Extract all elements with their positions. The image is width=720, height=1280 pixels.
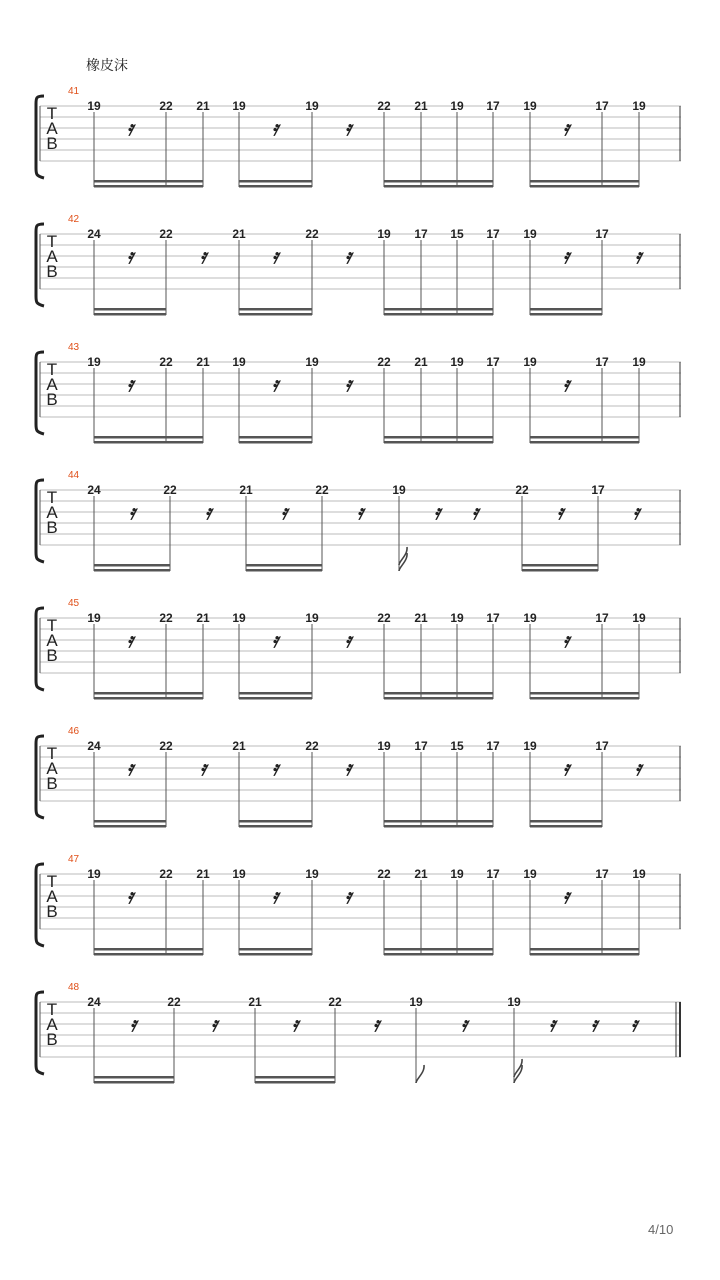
sixteenth-rest-icon: 𝄿: [126, 116, 134, 140]
sixteenth-rest-icon: 𝄿: [344, 756, 352, 780]
fret-number: 19: [523, 355, 537, 369]
beam: [530, 948, 639, 951]
beam: [94, 697, 203, 700]
fret-number: 19: [232, 355, 246, 369]
fret-number: 22: [315, 483, 329, 497]
tab-clef: [44, 106, 60, 151]
sixteenth-rest-icon: 𝄿: [126, 372, 134, 396]
beam: [239, 825, 312, 828]
tab-clef-letter: B: [46, 1030, 58, 1049]
fret-number: 22: [163, 483, 177, 497]
tab-clef-letter: A: [46, 503, 58, 522]
fret-number: 22: [328, 995, 342, 1009]
beam: [94, 948, 203, 951]
fret-number: 19: [87, 867, 101, 881]
staff-lines: [0, 484, 720, 584]
beam: [94, 436, 203, 439]
beam: [530, 953, 639, 956]
fret-number: 17: [414, 739, 428, 753]
beam: [94, 564, 170, 567]
page-number: 4/10: [648, 1222, 674, 1237]
fret-number: 19: [87, 611, 101, 625]
fret-number: 19: [450, 355, 464, 369]
fret-number: 19: [87, 355, 101, 369]
sixteenth-rest-icon: 𝄿: [344, 116, 352, 140]
fret-number: 19: [450, 99, 464, 113]
sixteenth-rest-icon: 𝄿: [562, 116, 570, 140]
sixteenth-rest-icon: 𝄿: [590, 1012, 598, 1036]
measure-number: 47: [68, 854, 80, 865]
fret-number: 22: [515, 483, 529, 497]
beam: [239, 185, 312, 188]
measure-number: 45: [68, 598, 80, 609]
beam: [94, 1081, 174, 1084]
fret-number: 24: [87, 227, 101, 241]
fret-number: 17: [595, 227, 609, 241]
sixteenth-rest-icon: 𝄿: [199, 244, 207, 268]
staff-lines: [0, 228, 720, 328]
sixteenth-rest-icon: 𝄿: [271, 116, 279, 140]
fret-number: 19: [377, 739, 391, 753]
tab-clef-letter: A: [46, 375, 58, 394]
tab-clef-letter: B: [46, 902, 58, 921]
fret-number: 17: [595, 611, 609, 625]
tab-system: [0, 470, 720, 584]
tab-clef: [44, 362, 60, 407]
fret-number: 17: [595, 739, 609, 753]
fret-number: 21: [196, 99, 210, 113]
sixteenth-rest-icon: 𝄿: [126, 756, 134, 780]
fret-number: 19: [305, 867, 319, 881]
sixteenth-rest-icon: 𝄿: [562, 244, 570, 268]
fret-number: 19: [523, 99, 537, 113]
sixteenth-rest-icon: 𝄿: [562, 756, 570, 780]
sixteenth-rest-icon: 𝄿: [471, 500, 479, 524]
fret-number: 21: [414, 355, 428, 369]
beam: [94, 820, 166, 823]
fret-number: 19: [232, 867, 246, 881]
sixteenth-rest-icon: 𝄿: [433, 500, 441, 524]
sixteenth-rest-icon: 𝄿: [271, 756, 279, 780]
fret-number: 22: [159, 355, 173, 369]
staff-lines: [0, 356, 720, 456]
sixteenth-rest-icon: 𝄿: [562, 884, 570, 908]
fret-number: 22: [159, 99, 173, 113]
staff-lines: [0, 740, 720, 840]
tab-system: [0, 598, 720, 712]
sixteenth-rest-icon: 𝄿: [372, 1012, 380, 1036]
sixteenth-rest-icon: 𝄿: [128, 500, 136, 524]
fret-number: 24: [87, 739, 101, 753]
fret-number: 22: [167, 995, 181, 1009]
beam: [384, 313, 493, 316]
tab-clef: [44, 234, 60, 279]
tab-clef-letter: A: [46, 1015, 58, 1034]
beam: [94, 308, 166, 311]
tab-clef-letter: A: [46, 887, 58, 906]
fret-number: 21: [196, 611, 210, 625]
beam: [530, 436, 639, 439]
sixteenth-rest-icon: 𝄿: [556, 500, 564, 524]
fret-number: 19: [507, 995, 521, 1009]
fret-number: 22: [159, 611, 173, 625]
sixteenth-rest-icon: 𝄿: [548, 1012, 556, 1036]
beam: [239, 180, 312, 183]
fret-number: 17: [414, 227, 428, 241]
fret-number: 17: [486, 99, 500, 113]
beam: [530, 180, 639, 183]
fret-number: 21: [196, 355, 210, 369]
tab-clef: [44, 490, 60, 535]
beam: [239, 313, 312, 316]
fret-number: 17: [486, 227, 500, 241]
fret-number: 22: [159, 867, 173, 881]
fret-number: 21: [196, 867, 210, 881]
fret-number: 17: [486, 739, 500, 753]
sixteenth-rest-icon: 𝄿: [344, 628, 352, 652]
sixteenth-rest-icon: 𝄿: [460, 1012, 468, 1036]
fret-number: 21: [414, 867, 428, 881]
fret-number: 19: [232, 611, 246, 625]
fret-number: 22: [159, 227, 173, 241]
fret-number: 19: [632, 611, 646, 625]
beam: [530, 697, 639, 700]
measure-number: 43: [68, 342, 80, 353]
fret-number: 19: [377, 227, 391, 241]
fret-number: 22: [305, 227, 319, 241]
beam: [530, 441, 639, 444]
beam: [239, 948, 312, 951]
sixteenth-rest-icon: 𝄿: [562, 372, 570, 396]
sixteenth-rest-icon: 𝄿: [344, 244, 352, 268]
sixteenth-rest-icon: 𝄿: [356, 500, 364, 524]
sixteenth-rest-icon: 𝄿: [271, 628, 279, 652]
beam: [94, 692, 203, 695]
fret-number: 22: [377, 355, 391, 369]
sixteenth-rest-icon: 𝄿: [344, 372, 352, 396]
sixteenth-rest-icon: 𝄿: [632, 500, 640, 524]
fret-number: 17: [486, 867, 500, 881]
tab-clef-letter: B: [46, 262, 58, 281]
beam: [384, 436, 493, 439]
fret-number: 19: [305, 99, 319, 113]
tab-clef-letter: T: [46, 488, 58, 507]
fret-number: 19: [232, 99, 246, 113]
sixteenth-rest-icon: 𝄿: [291, 1012, 299, 1036]
tab-clef-letter: B: [46, 134, 58, 153]
beam: [530, 308, 602, 311]
fret-number: 17: [595, 867, 609, 881]
beam: [239, 308, 312, 311]
fret-number: 19: [305, 355, 319, 369]
sixteenth-rest-icon: 𝄿: [634, 756, 642, 780]
tab-clef: [44, 746, 60, 791]
tab-clef-letter: T: [46, 616, 58, 635]
beam: [384, 185, 493, 188]
tab-clef: [44, 618, 60, 663]
tab-system: [0, 854, 720, 968]
tab-system: [0, 214, 720, 328]
song-title: 橡皮沫: [86, 57, 128, 73]
tab-clef-letter: A: [46, 247, 58, 266]
beam: [384, 953, 493, 956]
sixteenth-rest-icon: 𝄿: [280, 500, 288, 524]
tab-clef-letter: T: [46, 360, 58, 379]
sixteenth-rest-icon: 𝄿: [634, 244, 642, 268]
measure-number: 44: [68, 470, 80, 481]
beam: [239, 820, 312, 823]
fret-number: 22: [305, 739, 319, 753]
beam: [94, 185, 203, 188]
beam: [522, 569, 598, 572]
beam: [384, 820, 493, 823]
fret-number: 19: [632, 99, 646, 113]
beam: [94, 441, 203, 444]
fret-number: 19: [523, 739, 537, 753]
sixteenth-rest-icon: 𝄿: [562, 628, 570, 652]
beam: [384, 948, 493, 951]
beam: [384, 692, 493, 695]
fret-number: 21: [414, 611, 428, 625]
tab-clef-letter: A: [46, 119, 58, 138]
sixteenth-rest-icon: 𝄿: [129, 1012, 137, 1036]
beam: [246, 564, 322, 567]
beam: [522, 564, 598, 567]
fret-number: 24: [87, 483, 101, 497]
tab-system: [0, 726, 720, 840]
beam: [94, 313, 166, 316]
fret-number: 19: [392, 483, 406, 497]
beam: [384, 825, 493, 828]
fret-number: 19: [305, 611, 319, 625]
measure-number: 46: [68, 726, 80, 737]
fret-number: 17: [486, 611, 500, 625]
note-flag: [514, 1059, 522, 1077]
tab-clef-letter: A: [46, 631, 58, 650]
beam: [530, 825, 602, 828]
measure-number: 48: [68, 982, 80, 993]
sixteenth-rest-icon: 𝄿: [126, 884, 134, 908]
fret-number: 21: [232, 739, 246, 753]
tab-clef-letter: A: [46, 759, 58, 778]
beam: [530, 820, 602, 823]
fret-number: 15: [450, 739, 464, 753]
fret-number: 19: [523, 867, 537, 881]
fret-number: 19: [450, 611, 464, 625]
tab-clef-letter: B: [46, 518, 58, 537]
sixteenth-rest-icon: 𝄿: [271, 244, 279, 268]
tab-clef-letter: B: [46, 774, 58, 793]
tab-system: [0, 982, 720, 1096]
beam: [239, 697, 312, 700]
beam: [94, 180, 203, 183]
beam: [255, 1076, 335, 1079]
staff-lines: [0, 996, 720, 1096]
beam: [94, 1076, 174, 1079]
fret-number: 22: [377, 611, 391, 625]
tab-clef-letter: T: [46, 1000, 58, 1019]
tab-clef: [44, 1002, 60, 1047]
fret-number: 19: [632, 867, 646, 881]
beam: [384, 308, 493, 311]
beam: [530, 313, 602, 316]
tab-clef-letter: T: [46, 232, 58, 251]
staff-lines: [0, 100, 720, 200]
beam: [239, 692, 312, 695]
fret-number: 21: [248, 995, 262, 1009]
fret-number: 17: [595, 99, 609, 113]
beam: [384, 697, 493, 700]
fret-number: 22: [377, 867, 391, 881]
fret-number: 24: [87, 995, 101, 1009]
tab-clef-letter: T: [46, 872, 58, 891]
beam: [94, 825, 166, 828]
tab-clef-letter: B: [46, 646, 58, 665]
beam: [239, 441, 312, 444]
measure-number: 42: [68, 214, 80, 225]
fret-number: 17: [591, 483, 605, 497]
sixteenth-rest-icon: 𝄿: [271, 372, 279, 396]
sixteenth-rest-icon: 𝄿: [204, 500, 212, 524]
staff-lines: [0, 868, 720, 968]
sixteenth-rest-icon: 𝄿: [344, 884, 352, 908]
tab-clef: [44, 874, 60, 919]
measure-number: 41: [68, 86, 80, 97]
note-flag: [416, 1065, 424, 1083]
beam: [94, 953, 203, 956]
fret-number: 21: [239, 483, 253, 497]
beam: [384, 441, 493, 444]
beam: [94, 569, 170, 572]
fret-number: 19: [450, 867, 464, 881]
fret-number: 17: [486, 355, 500, 369]
sixteenth-rest-icon: 𝄿: [271, 884, 279, 908]
fret-number: 22: [377, 99, 391, 113]
beam: [255, 1081, 335, 1084]
fret-number: 21: [414, 99, 428, 113]
beam: [530, 692, 639, 695]
beam: [384, 180, 493, 183]
tab-system: [0, 86, 720, 200]
beam: [239, 436, 312, 439]
tab-clef-letter: T: [46, 744, 58, 763]
fret-number: 19: [87, 99, 101, 113]
sixteenth-rest-icon: 𝄿: [630, 1012, 638, 1036]
fret-number: 19: [523, 611, 537, 625]
beam: [530, 185, 639, 188]
fret-number: 22: [159, 739, 173, 753]
note-flag: [399, 547, 407, 565]
sixteenth-rest-icon: 𝄿: [199, 756, 207, 780]
tab-clef-letter: T: [46, 104, 58, 123]
sixteenth-rest-icon: 𝄿: [210, 1012, 218, 1036]
tab-system: [0, 342, 720, 456]
fret-number: 19: [409, 995, 423, 1009]
fret-number: 15: [450, 227, 464, 241]
fret-number: 19: [523, 227, 537, 241]
sixteenth-rest-icon: 𝄿: [126, 628, 134, 652]
sixteenth-rest-icon: 𝄿: [126, 244, 134, 268]
beam: [246, 569, 322, 572]
staff-lines: [0, 612, 720, 712]
tab-clef-letter: B: [46, 390, 58, 409]
fret-number: 19: [632, 355, 646, 369]
fret-number: 17: [595, 355, 609, 369]
fret-number: 21: [232, 227, 246, 241]
beam: [239, 953, 312, 956]
